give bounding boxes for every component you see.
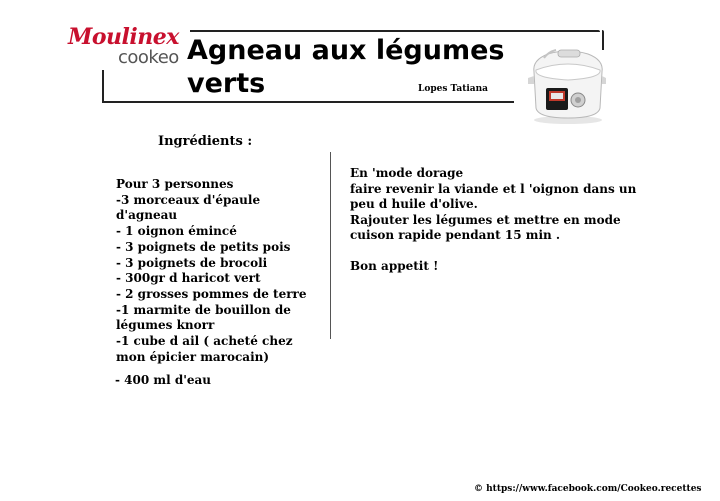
ingredients-list [116, 177, 321, 365]
title-frame-left-border [102, 70, 104, 103]
ingredient-item: - 1 oignon émincé [116, 224, 237, 239]
step-line: En 'mode dorage [350, 166, 464, 180]
step-line: faire revenir la viande et l 'oignon dans un peu d huile d'olive. [350, 181, 637, 212]
brand-name: Moulinex [68, 24, 179, 50]
preparation-steps [350, 166, 650, 275]
ingredient-item: -1 marmite de bouillon de légumes knorr [116, 302, 291, 333]
ingredient-item: -1 cube d ail ( acheté chez mon épicier marocain) [116, 334, 293, 364]
title-frame-top-border [190, 30, 600, 32]
page-title: Agneau aux légumes verts [187, 35, 505, 99]
brand-logo [64, 22, 188, 72]
ingredient-item: - 2 grosses pommes de terre [116, 286, 307, 301]
ingredient-water: - 400 ml d'eau [115, 373, 212, 387]
footer-credit [474, 484, 702, 494]
ingredient-item: Pour 3 personnes [116, 177, 234, 191]
ingredient-item: -3 morceaux d'épaule d'agneau [116, 192, 261, 223]
ingredients-heading: Ingrédients : [158, 134, 253, 149]
column-divider [330, 152, 331, 339]
footer-url: https://www.facebook.com/Cookeo.recettes [486, 484, 702, 494]
ingredient-item: - 3 poignets de brocoli [116, 255, 268, 270]
ingredient-item: - 3 poignets de petits pois [116, 239, 291, 254]
recipe-author: Lopes Tatiana [418, 84, 489, 94]
closing-line: Bon appetit ! [350, 258, 439, 273]
step-line: Rajouter les légumes et mettre en mode cuison rapide pendant 15 min . [350, 212, 621, 243]
copyright-icon: © [474, 484, 483, 494]
ingredient-item: - 300gr d haricot vert [116, 271, 261, 286]
cookeo-appliance-image [522, 38, 612, 126]
title-frame-bottom-border [102, 101, 514, 103]
brand-product: cookeo [118, 47, 179, 68]
